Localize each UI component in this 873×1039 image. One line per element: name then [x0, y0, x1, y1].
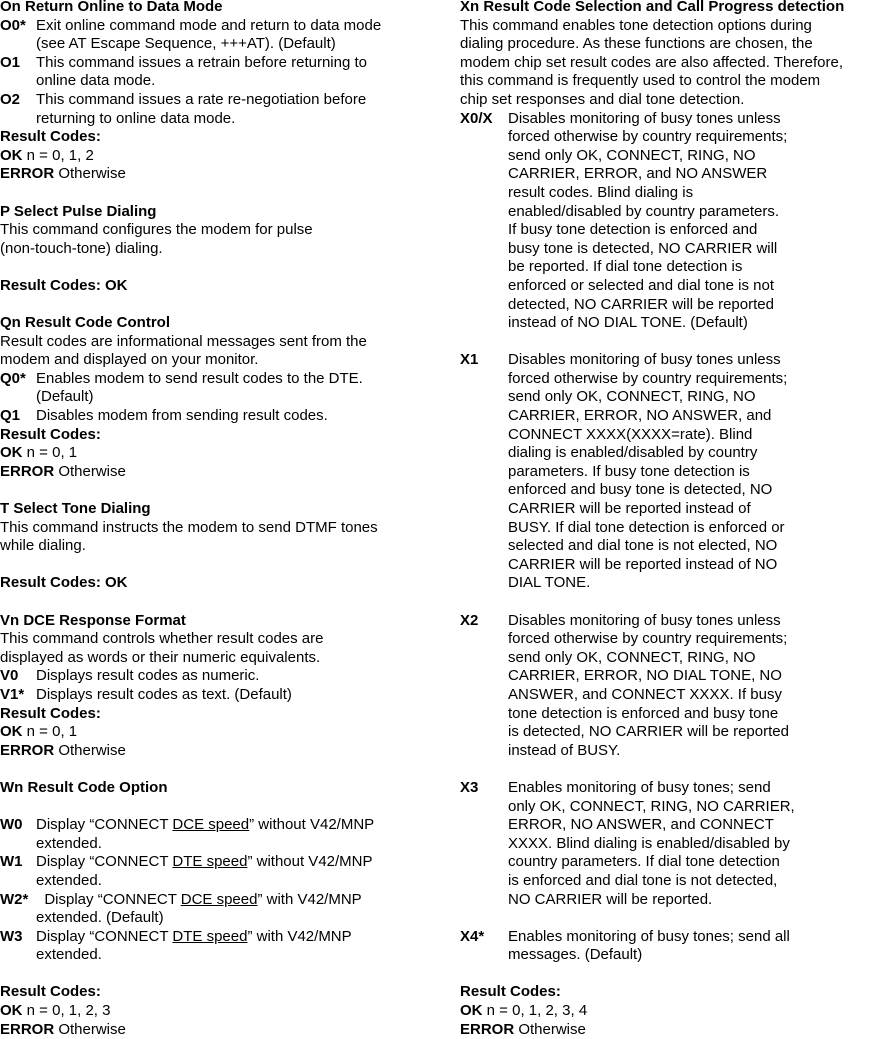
item-line: result codes. Blind dialing is — [508, 183, 694, 201]
result-codes-label: Result Codes: — [0, 425, 101, 443]
item-line: Enables monitoring of busy tones; send — [508, 778, 771, 796]
item-v1: V1* Displays result codes as text. (Default) — [0, 685, 292, 703]
item-line: only OK, CONNECT, RING, NO CARRIER, — [508, 797, 795, 815]
item-line: Disables monitoring of busy tones unless — [508, 109, 781, 127]
item-line: forced otherwise by country requirements; — [508, 369, 788, 387]
item-line: Enables monitoring of busy tones; send all — [508, 927, 790, 945]
item-o1: O1 This command issues a retrain before returning to online data mode. — [0, 53, 367, 90]
result-codes-ok: Result Codes: OK — [0, 276, 128, 294]
left-column — [0, 0, 415, 1039]
item-line: XXXX. Blind dialing is enabled/disabled by — [508, 834, 790, 852]
desc-line: This command enables tone detection options during — [460, 16, 812, 34]
item-w2: W2* Display “CONNECT DCE speed” with V42/MNP extended. (Default) — [0, 890, 362, 927]
item-line: send only OK, CONNECT, RING, NO — [508, 648, 756, 666]
item-line: is detected, NO CARRIER will be reported — [508, 723, 789, 741]
item-line: ANSWER, and CONNECT XXXX. If busy — [508, 685, 782, 703]
item-line: send only OK, CONNECT, RING, NO — [508, 146, 756, 164]
item-line: Disables monitoring of busy tones unless — [508, 611, 781, 629]
item-line: detected, NO CARRIER will be reported — [508, 295, 774, 313]
desc-line: dialing procedure. As these functions are chosen, the — [460, 35, 813, 53]
item-line: BUSY. If dial tone detection is enforced or — [508, 518, 785, 536]
desc-line: (non-touch-tone) dialing. — [0, 239, 163, 257]
item-line: NO CARRIER will be reported. — [508, 890, 713, 908]
item-x4: X4* Enables monitoring of busy tones; send all messages. (Default) — [460, 928, 873, 965]
item-line: dialing is enabled/disabled by country — [508, 444, 758, 462]
section-title-vn: Vn DCE Response Format — [0, 611, 186, 629]
item-line: DIAL TONE. — [508, 574, 591, 592]
item-x1: X1 Disables monitoring of busy tones unless forced otherwise by country requirements; send only OK, CONNECT, RING, NO CARRIER, ERROR, NO ANSWER, and CONNECT XXXX(XXXX=rate). Blind dialing is enabled/disabled by country parameters. If busy tone detection is enforced and busy tone is detected, NO CARRIER will be reported instead of BUSY. If dial tone detection is enforced or selected and dial tone is not elected, NO CARRIER will be reported instead of NO DIAL TONE. — [460, 351, 873, 593]
item-line: busy tone is detected, NO CARRIER will — [508, 239, 778, 257]
item-line: parameters. If busy tone detection is — [508, 462, 750, 480]
result-codes-label: Result Codes: — [0, 128, 101, 146]
result-ok: OK n = 0, 1, 2, 3, 4 — [460, 1002, 588, 1020]
result-ok: OK n = 0, 1 — [0, 444, 78, 462]
item-line: Disables monitoring of busy tones unless — [508, 351, 781, 369]
item-line: CARRIER will be reported instead of — [508, 500, 751, 518]
item-q0: Q0* Enables modem to send result codes to the DTE. (Default) — [0, 369, 363, 406]
result-error: ERROR Otherwise — [0, 741, 126, 759]
desc-line: Result codes are informational messages sent from the — [0, 332, 367, 350]
item-line: is enforced and dial tone is not detected, — [508, 871, 778, 889]
item-line: CARRIER, ERROR, NO DIAL TONE, NO — [508, 667, 782, 685]
item-q1: Q1 Disables modem from sending result codes. — [0, 407, 328, 425]
item-o2: O2 This command issues a rate re-negotiation before returning to online data mode. — [0, 90, 367, 127]
item-line: forced otherwise by country requirements; — [508, 630, 788, 648]
item-line: If busy tone detection is enforced and — [508, 221, 758, 239]
item-w3: W3 Display “CONNECT DTE speed” with V42/MNP extended. — [0, 927, 352, 964]
result-error: ERROR Otherwise — [0, 462, 126, 480]
item-line: ERROR, NO ANSWER, and CONNECT — [508, 816, 774, 834]
item-line: instead of NO DIAL TONE. (Default) — [508, 314, 748, 332]
right-column — [460, 0, 873, 1039]
desc-line: This command configures the modem for pulse — [0, 221, 313, 239]
section-title-p: P Select Pulse Dialing — [0, 202, 157, 220]
section-title-t: T Select Tone Dialing — [0, 500, 151, 518]
result-error: ERROR Otherwise — [0, 165, 126, 183]
item-line: CARRIER, ERROR, and NO ANSWER — [508, 165, 768, 183]
item-line: enabled/disabled by country parameters. — [508, 202, 779, 220]
item-x2: X2 Disables monitoring of busy tones unless forced otherwise by country requirements; send only OK, CONNECT, RING, NO CARRIER, ERROR, NO DIAL TONE, NO ANSWER, and CONNECT XXXX. If busy tone detection is enforced and busy tone is detected, NO CARRIER will be reported instead of BUSY. — [460, 612, 873, 761]
item-line: enforced and busy tone is detected, NO — [508, 481, 773, 499]
item-line: CONNECT XXXX(XXXX=rate). Blind — [508, 425, 753, 443]
result-ok: OK n = 0, 1, 2 — [0, 146, 94, 164]
result-ok: OK n = 0, 1 — [0, 723, 78, 741]
section-title-qn: Qn Result Code Control — [0, 314, 170, 332]
result-codes-label: Result Codes: — [0, 704, 101, 722]
result-error: ERROR Otherwise — [460, 1020, 586, 1038]
desc-line: while dialing. — [0, 537, 86, 555]
result-codes-label: Result Codes: — [0, 983, 101, 1001]
desc-line: modem and displayed on your monitor. — [0, 351, 259, 369]
item-line: send only OK, CONNECT, RING, NO — [508, 388, 756, 406]
section-title-wn: Wn Result Code Option — [0, 778, 168, 796]
item-line: forced otherwise by country requirements; — [508, 128, 788, 146]
item-w0: W0 Display “CONNECT DCE speed” without V42/MNP extended. — [0, 816, 375, 852]
desc-line: modem chip set result codes are also affected. Therefore, — [460, 53, 843, 71]
desc-line: This command instructs the modem to send DTMF tones — [0, 518, 378, 536]
item-line: enforced or selected and dial tone is not — [508, 276, 775, 294]
item-line: country parameters. If dial tone detection — [508, 853, 780, 871]
result-codes-ok: Result Codes: OK — [0, 574, 128, 592]
item-v0: V0 Displays result codes as numeric. — [0, 667, 260, 685]
desc-line: this command is frequently used to control the modem — [460, 72, 821, 90]
item-x3: X3 Enables monitoring of busy tones; send only OK, CONNECT, RING, NO CARRIER, ERROR, NO ANSWER, and CONNECT XXXX. Blind dialing is enabled/disabled by country parameters. If dial tone detection is enforced and dial tone is not detected, NO CARRIER will be reported. — [460, 779, 873, 909]
desc-line: displayed as words or their numeric equivalents. — [0, 648, 321, 666]
desc-line: This command controls whether result codes are — [0, 630, 324, 648]
item-line: CARRIER, ERROR, NO ANSWER, and — [508, 407, 772, 425]
item-line: be reported. If dial tone detection is — [508, 258, 743, 276]
item-line: instead of BUSY. — [508, 741, 621, 759]
item-line: tone detection is enforced and busy tone — [508, 704, 779, 722]
result-ok: OK n = 0, 1, 2, 3 — [0, 1002, 111, 1020]
item-line: messages. (Default) — [508, 946, 643, 964]
item-x0: X0/X Disables monitoring of busy tones unless forced otherwise by country requirements; send only OK, CONNECT, RING, NO CARRIER, ERROR, and NO ANSWER result codes. Blind dialing is enabled/disabled by country parameters. If busy tone detection is enforced and busy tone is detected, NO CARRIER will be reported. If dial tone detection is enforced or selected and dial tone is not detected, NO CARRIER will be reported instead of NO DIAL TONE. (Default) — [460, 110, 873, 333]
item-o0: O0* Exit online command mode and return to data mode (see AT Escape Sequence, +++AT). (Default) — [0, 16, 382, 53]
section-title-on: On Return Online to Data Mode — [0, 0, 223, 15]
section-title-xn: Xn Result Code Selection and Call Progress detection — [460, 0, 845, 15]
item-line: CARRIER will be reported instead of NO — [508, 555, 778, 573]
result-error: ERROR Otherwise — [0, 1020, 126, 1038]
item-line: selected and dial tone is not elected, NO — [508, 537, 778, 555]
desc-line: chip set responses and dial tone detection. — [460, 90, 745, 108]
result-codes-label: Result Codes: — [460, 983, 561, 1001]
item-w1: W1 Display “CONNECT DTE speed” without V42/MNP extended. — [0, 853, 373, 889]
